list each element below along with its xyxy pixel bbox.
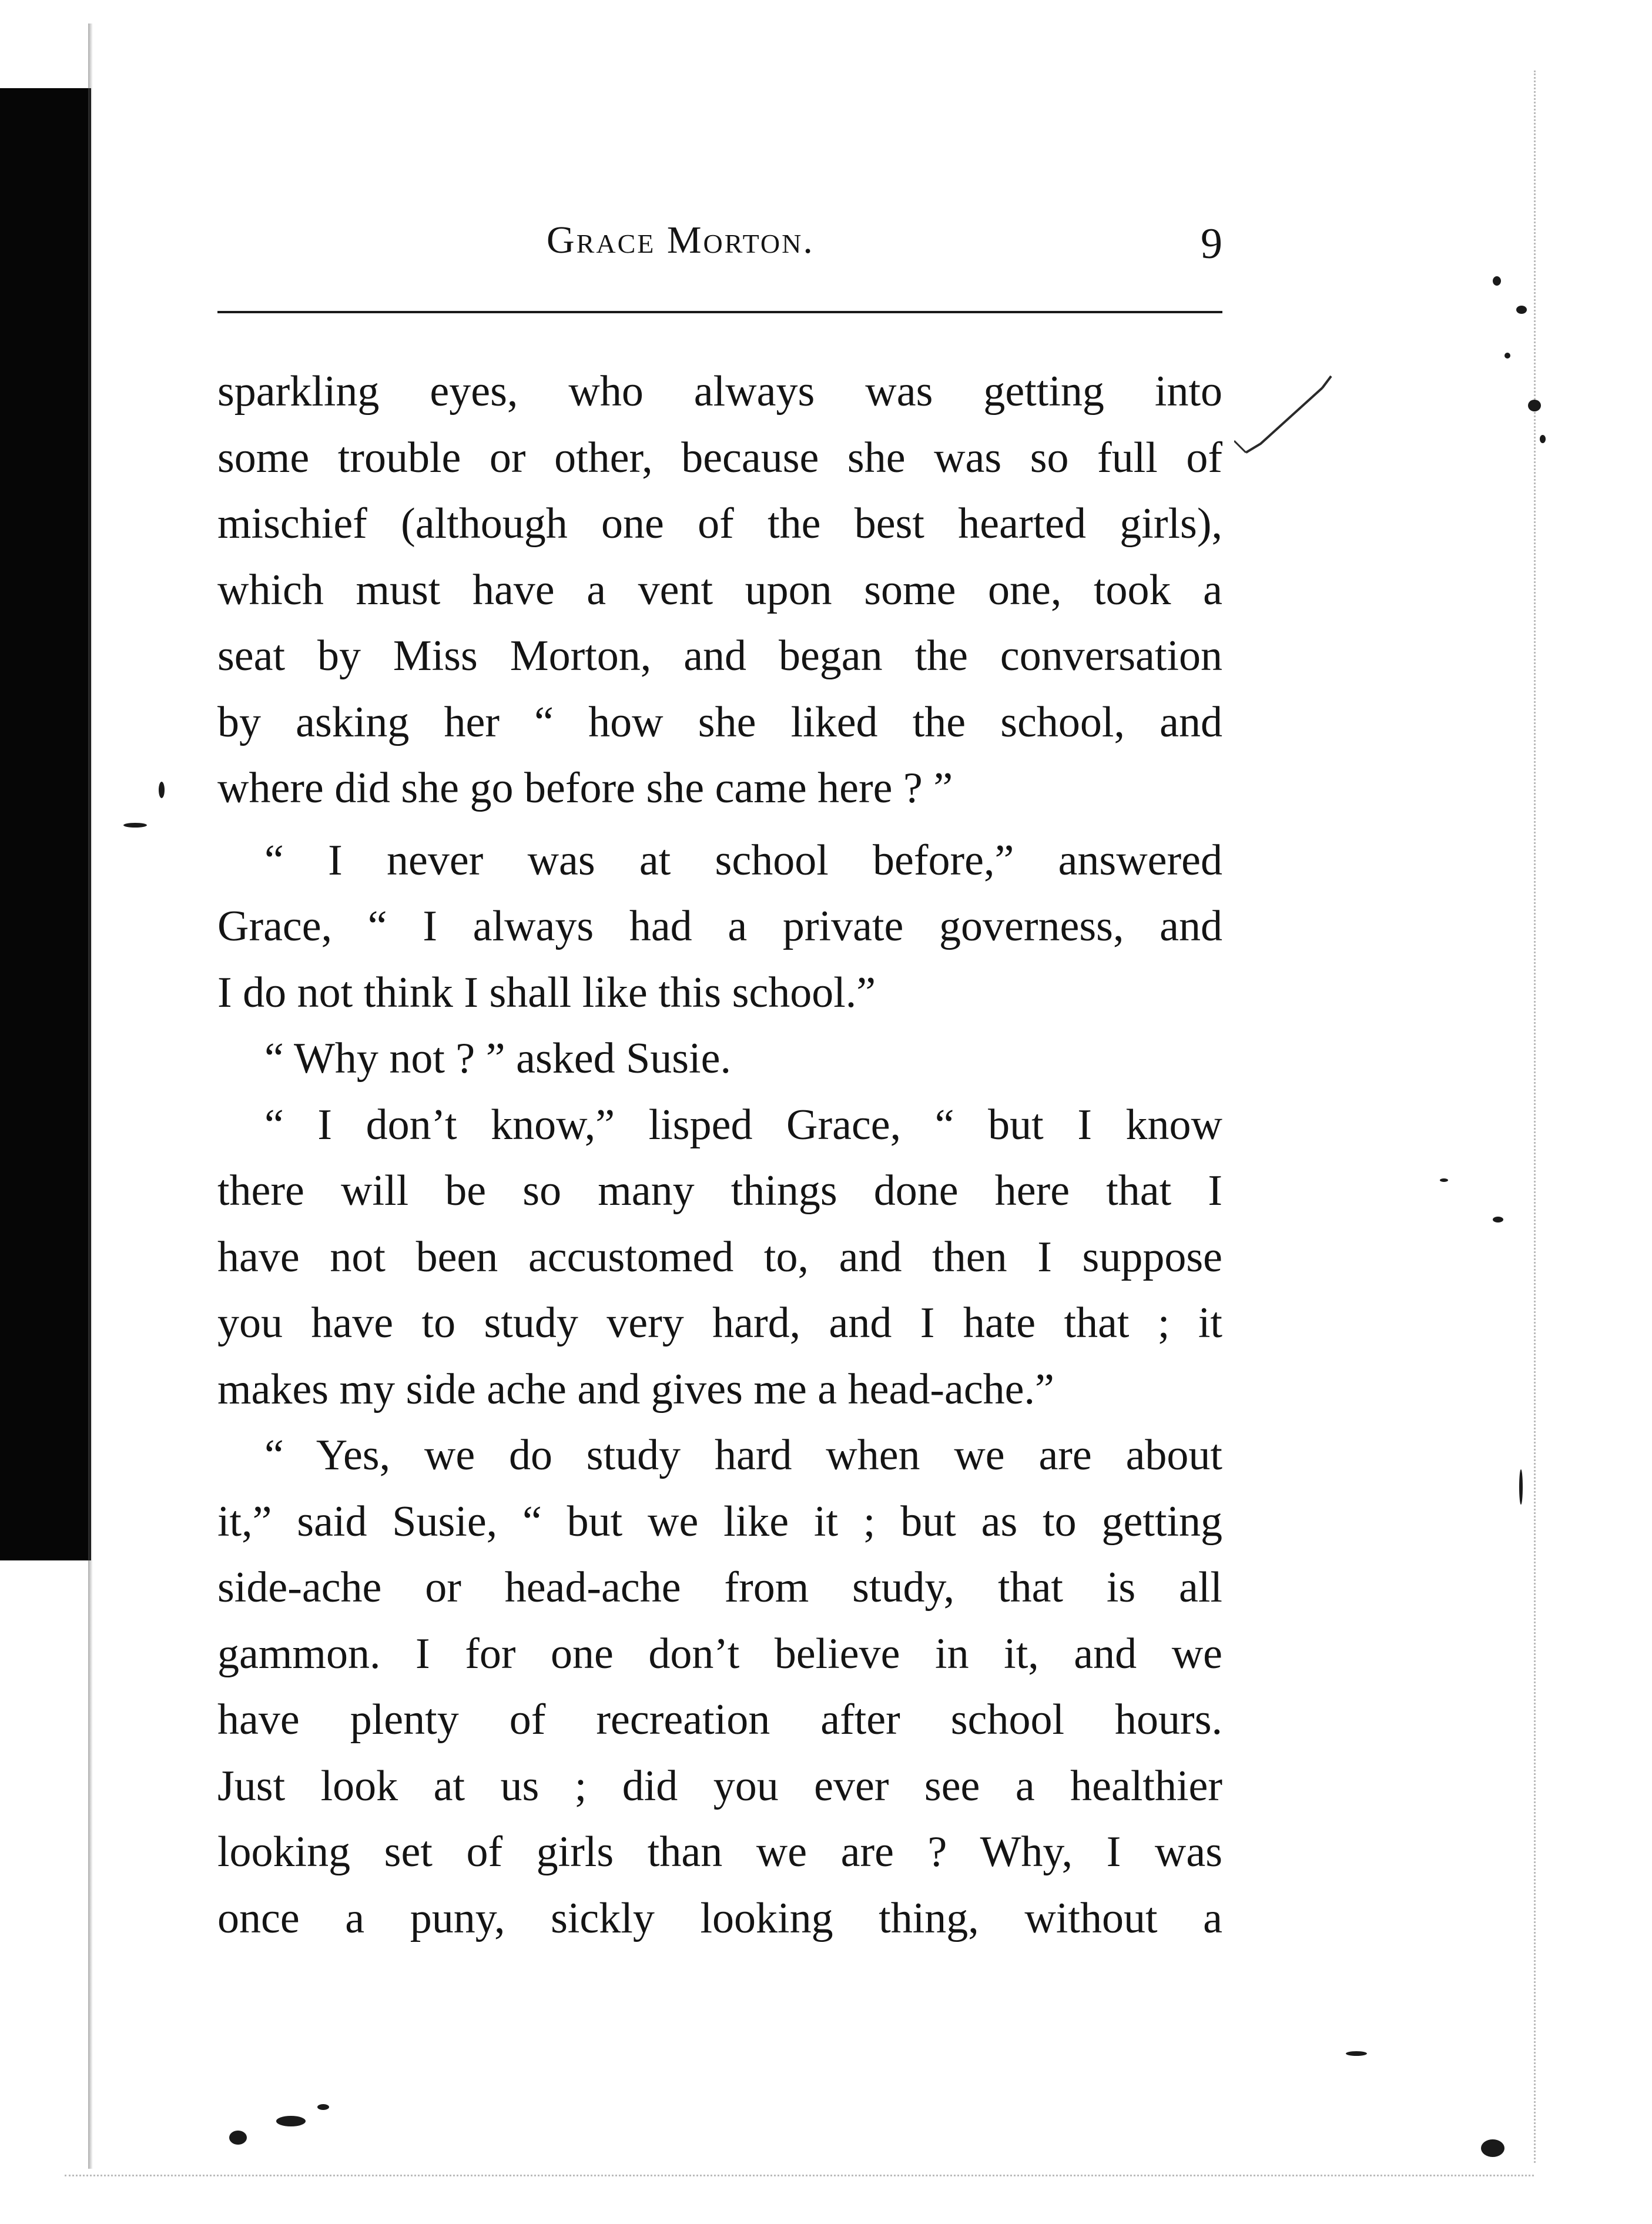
binding-edge [88, 24, 93, 2169]
text-line: gammon. I for one don’t believe in it, and we [217, 1629, 1222, 1678]
running-head [217, 215, 1222, 279]
ink-speck [317, 2104, 329, 2110]
ink-speck [1519, 1469, 1523, 1505]
ink-speck [1540, 435, 1546, 443]
text-line: “ I don’t know,” lisped Grace, “ but I know [264, 1100, 1222, 1149]
text-line: Grace, “ I always had a private governess, and [217, 902, 1222, 950]
binding-shadow [0, 88, 91, 1560]
pencil-mark [1234, 364, 1352, 470]
ink-speck [276, 2116, 306, 2126]
ink-speck [1481, 2139, 1504, 2157]
text-line: sparkling eyes, who always was getting into [217, 367, 1222, 416]
page-bottom-edge [65, 2175, 1534, 2178]
ink-speck [1528, 400, 1541, 411]
ink-speck [1516, 306, 1527, 314]
page-right-edge [1534, 71, 1537, 2163]
ink-speck [1493, 276, 1501, 286]
text-line: Just look at us ; did you ever see a healthier [217, 1761, 1222, 1810]
ink-speck [123, 823, 147, 828]
header-rule [217, 311, 1222, 313]
ink-speck [1493, 1217, 1503, 1222]
ink-speck [1440, 1178, 1448, 1182]
text-line: side-ache or head-ache from study, that is all [217, 1563, 1222, 1612]
ink-speck [1346, 2051, 1367, 2056]
text-line: once a puny, sickly looking thing, without a [217, 1894, 1222, 1942]
text-line: some trouble or other, because she was so full of [217, 433, 1222, 482]
page-number: 9 [1201, 220, 1222, 268]
text-line: by asking her “ how she liked the school, and [217, 698, 1222, 746]
text-line: which must have a vent upon some one, took a [217, 565, 1222, 614]
text-line: have plenty of recreation after school hours. [217, 1696, 1222, 1744]
ink-speck [159, 782, 165, 798]
body-text [217, 359, 1222, 1951]
text-line: you have to study very hard, and I hate that ; it [217, 1299, 1222, 1347]
ink-speck [229, 2131, 247, 2145]
text-line: seat by Miss Morton, and began the conversation [217, 632, 1222, 680]
text-line: “ Yes, we do study hard when we are about [264, 1431, 1222, 1479]
ink-speck [1504, 353, 1510, 359]
text-line: where did she go before she came here ? ” [217, 764, 953, 812]
text-line: “ I never was at school before,” answered [264, 836, 1222, 885]
text-line: have not been accustomed to, and then I suppose [217, 1232, 1222, 1281]
running-title: Grace Morton. [547, 219, 815, 262]
text-line: I do not think I shall like this school.” [217, 968, 876, 1017]
text-line: it,” said Susie, “ but we like it ; but as to getting [217, 1497, 1222, 1546]
text-line: “ Why not ? ” asked Susie. [264, 1034, 731, 1083]
text-line: looking set of girls than we are ? Why, I was [217, 1828, 1222, 1876]
text-line: makes my side ache and gives me a head-ache.” [217, 1365, 1054, 1414]
text-line: mischief (although one of the best hearted girls), [217, 500, 1222, 548]
text-line: there will be so many things done here that I [217, 1167, 1222, 1215]
